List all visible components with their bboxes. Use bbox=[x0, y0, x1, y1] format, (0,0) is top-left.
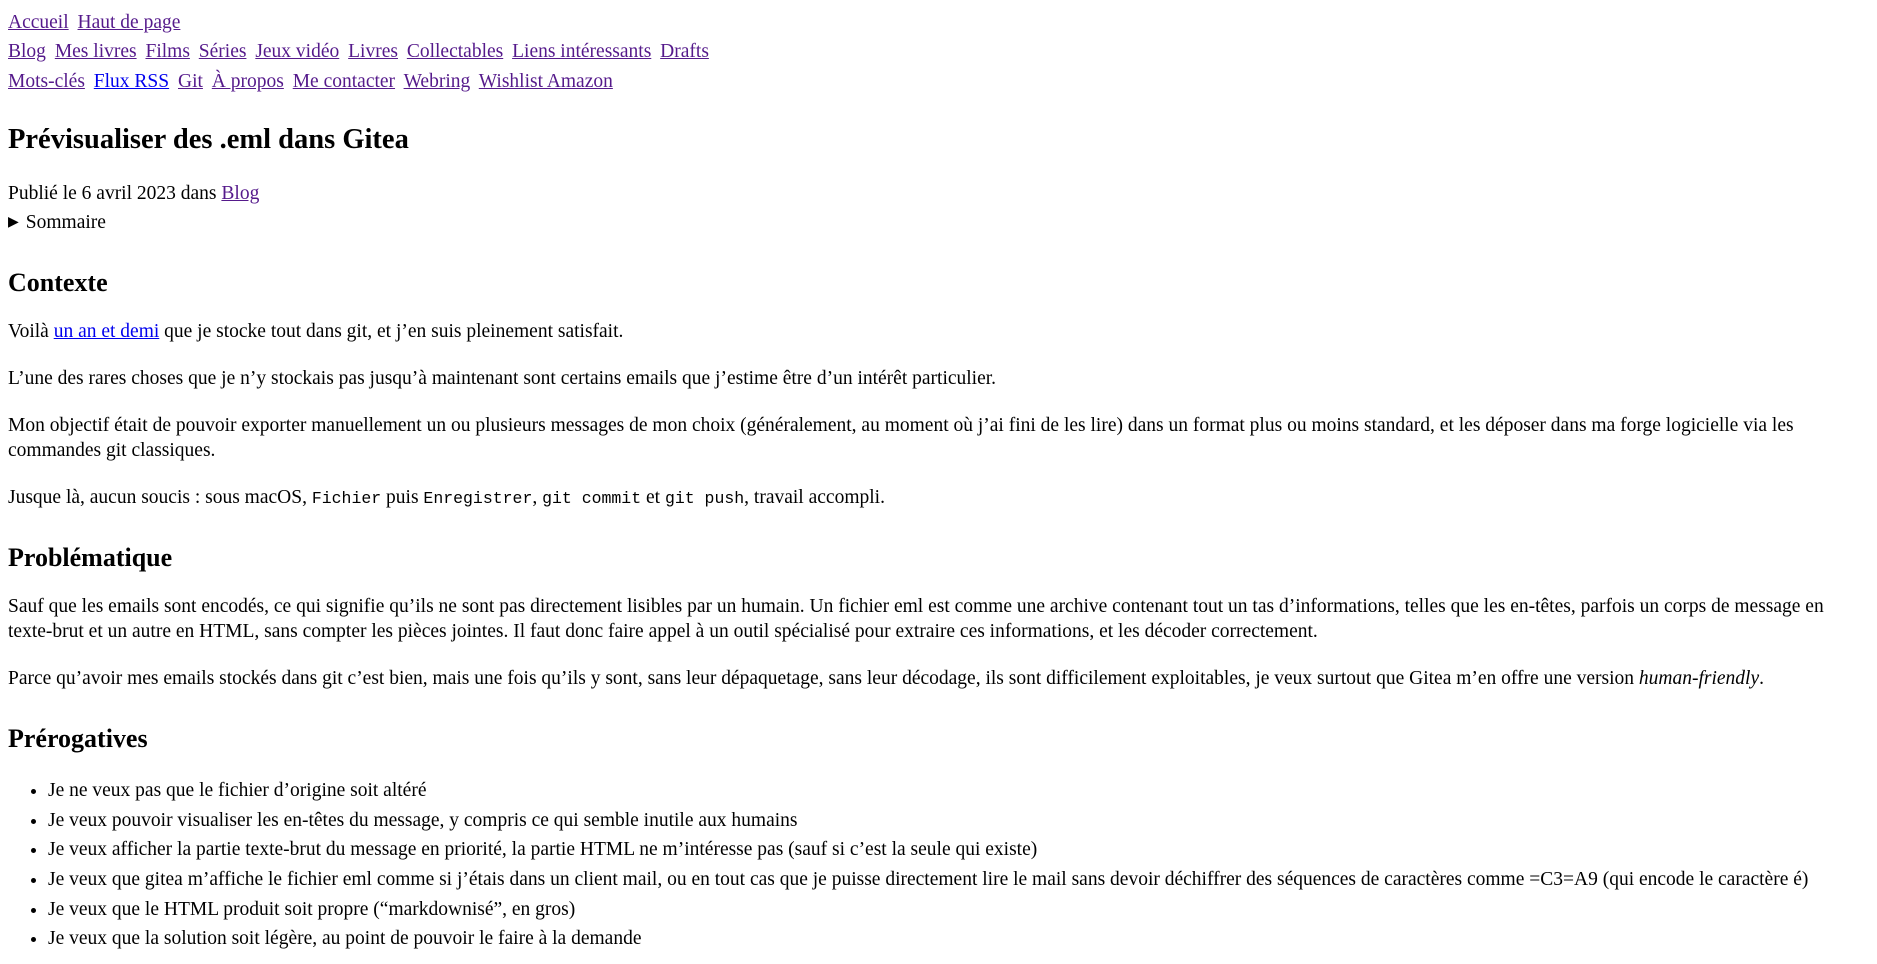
problematique-paragraph-2 bbox=[8, 667, 1867, 692]
section-heading-prerogatives: Prérogatives bbox=[8, 723, 148, 753]
list-item: • Je veux pouvoir visualiser les en-têtes du message, y compris ce qui semble inutile aux humains bbox=[48, 806, 1867, 836]
post-meta bbox=[8, 182, 1867, 207]
post-category-link[interactable]: Blog bbox=[221, 182, 260, 204]
contexte-p4-text-d: et bbox=[641, 486, 665, 508]
code-git-push: git push bbox=[664, 488, 745, 508]
nav-link-a-propos[interactable]: À propos bbox=[211, 70, 284, 92]
nav-link-drafts[interactable]: Drafts bbox=[660, 41, 709, 63]
problematique-p2-text-b: . bbox=[1759, 667, 1764, 689]
nav-link-series[interactable]: Séries bbox=[198, 41, 247, 63]
nav-link-accueil[interactable]: Accueil bbox=[8, 12, 69, 33]
prerogatives-list bbox=[8, 776, 1867, 954]
contexte-p4-text-a: Jusque là, aucun soucis : sous macOS, bbox=[8, 486, 312, 508]
site-navigation bbox=[8, 8, 1867, 96]
nav-row-1 bbox=[8, 8, 1867, 37]
problematique-paragraph-1: Sauf que les emails sont encodés, ce qui signifie qu’ils ne sont pas directement lisibles par un humain. Un fichier eml est comme une archive contenant tout un tas d’informations, telles que les en-têtes, parfois un corps de message en texte-brut et un autre en HTML, sans compter les pièces jointes. Il faut donc faire appel à un outil spécialisé pour extraire ces informations, et les décoder correctement. bbox=[8, 595, 1824, 642]
nav-link-blog[interactable]: Blog bbox=[8, 41, 46, 63]
nav-link-git[interactable]: Git bbox=[178, 70, 203, 92]
contexte-p1-text-b: que je stocke tout dans git, et j’en suis pleinement satisfait. bbox=[159, 321, 624, 343]
code-enregistrer: Enregistrer bbox=[423, 488, 533, 508]
contexte-p4-text-b: puis bbox=[381, 486, 424, 508]
chevron-right-icon: ▶ bbox=[8, 214, 19, 230]
code-git-commit: git commit bbox=[542, 488, 642, 508]
list-item: • Je veux que le HTML produit soit propre (“markdownisé”, en gros) bbox=[48, 895, 1867, 925]
contexte-paragraph-4 bbox=[8, 486, 1867, 511]
contexte-paragraph-2: L’une des rares choses que je n’y stockais pas jusqu’à maintenant sont certains emails que j’estime être d’un intérêt particulier. bbox=[8, 367, 997, 389]
page-title: Prévisualiser des .eml dans Gitea bbox=[8, 123, 409, 155]
nav-link-haut-de-page[interactable]: Haut de page bbox=[77, 12, 181, 33]
contexte-paragraph-1 bbox=[8, 320, 1867, 345]
section-heading-problematique: Problématique bbox=[8, 542, 173, 572]
nav-link-mes-livres[interactable]: Mes livres bbox=[54, 41, 137, 63]
nav-link-films[interactable]: Films bbox=[145, 41, 190, 63]
nav-link-flux-rss[interactable]: Flux RSS bbox=[93, 70, 170, 92]
contexte-inline-link[interactable]: un an et demi bbox=[53, 321, 160, 343]
nav-link-liens-interessants[interactable]: Liens intéressants bbox=[512, 41, 652, 63]
toc-summary[interactable] bbox=[8, 211, 1867, 236]
list-item: • Je veux que gitea m’affiche le fichier eml comme si j’étais dans un client mail, ou en tout cas que je puisse directement lire le mail sans devoir déchiffrer des séquences de caractères comme =C3=A9 (qui encode le caractère é) bbox=[48, 865, 1867, 895]
post-meta-prefix: Publié le 6 avril 2023 dans bbox=[8, 182, 222, 204]
table-of-contents[interactable] bbox=[8, 211, 1867, 236]
contexte-paragraph-3: Mon objectif était de pouvoir exporter manuellement un ou plusieurs messages de mon choix (généralement, au moment où j’ai fini de les lire) dans un format plus ou moins standard, et les déposer dans ma forge logicielle via les commandes git classiques. bbox=[8, 414, 1794, 461]
section-heading-contexte: Contexte bbox=[8, 267, 108, 297]
nav-link-wishlist-amazon[interactable]: Wishlist Amazon bbox=[478, 70, 613, 92]
nav-link-me-contacter[interactable]: Me contacter bbox=[292, 70, 396, 92]
contexte-p4-text-e: , travail accompli. bbox=[744, 486, 885, 508]
nav-link-jeux-video[interactable]: Jeux vidéo bbox=[255, 41, 340, 63]
list-item: • Je veux afficher la partie texte-brut du message en priorité, la partie HTML ne m’intéresse pas (sauf si c’est la seule qui existe) bbox=[48, 835, 1867, 865]
nav-row-2 bbox=[8, 37, 1867, 66]
nav-link-mots-cles[interactable]: Mots-clés bbox=[8, 70, 85, 92]
nav-link-collectables[interactable]: Collectables bbox=[406, 41, 504, 63]
toc-label: Sommaire bbox=[25, 211, 106, 233]
code-fichier: Fichier bbox=[311, 488, 382, 508]
nav-link-webring[interactable]: Webring bbox=[403, 70, 471, 92]
list-item: • Je veux que la solution soit légère, au point de pouvoir le faire à la demande bbox=[48, 924, 1867, 954]
list-item: • Je ne veux pas que le fichier d’origine soit altéré bbox=[48, 776, 1867, 806]
contexte-p1-text-a: Voilà bbox=[8, 321, 54, 343]
nav-row-3 bbox=[8, 67, 1867, 96]
nav-link-livres[interactable]: Livres bbox=[348, 41, 398, 63]
contexte-p4-text-c: , bbox=[532, 486, 543, 508]
problematique-p2-text-a: Parce qu’avoir mes emails stockés dans git c’est bien, mais une fois qu’ils y sont, sans leur dépaquetage, sans leur décodage, ils sont difficilement exploitables, je veux surtout que Gitea m’en offre une version bbox=[8, 667, 1639, 689]
problematique-emphasis: human-friendly bbox=[1638, 667, 1760, 689]
